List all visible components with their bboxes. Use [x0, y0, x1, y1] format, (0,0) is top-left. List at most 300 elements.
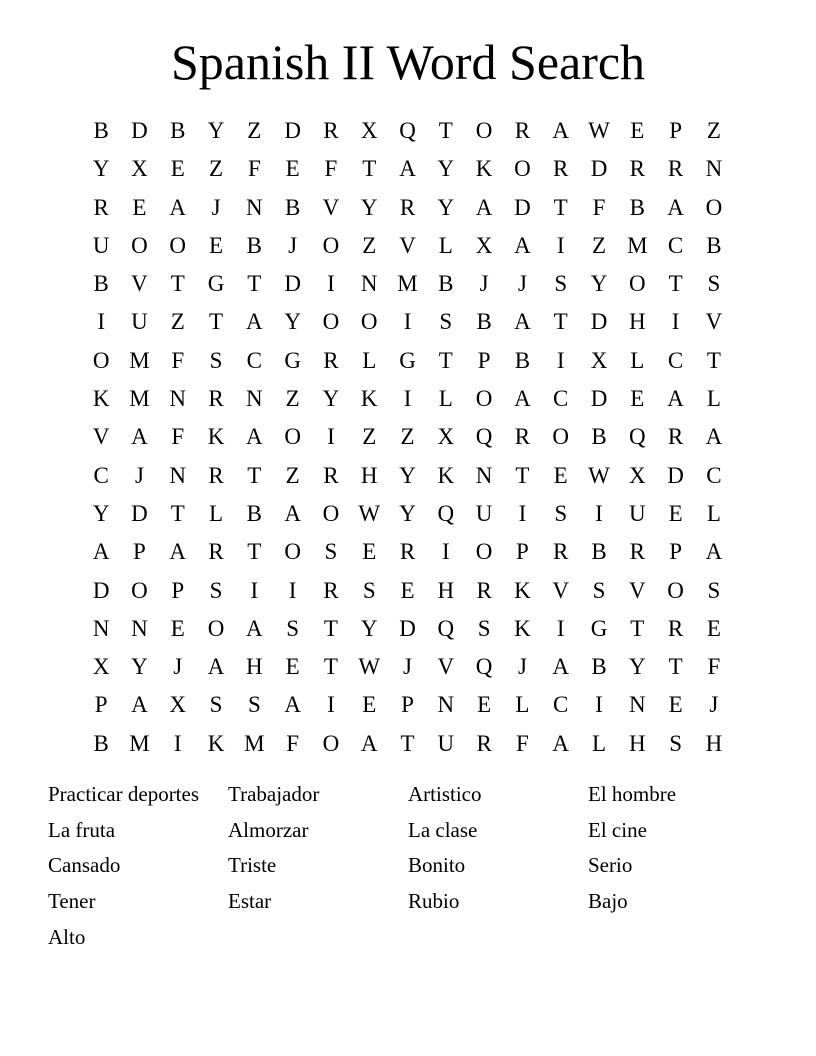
grid-letter: A [514, 309, 531, 335]
page-title: Spanish II Word Search [170, 34, 646, 90]
grid-letter: H [628, 730, 646, 756]
grid-letter: R [323, 577, 339, 603]
grid-letter: Z [400, 424, 415, 450]
grid-letter: D [92, 577, 110, 603]
grid-letter: K [207, 424, 225, 450]
grid-letter: I [327, 271, 335, 297]
grid-letter: Z [247, 118, 262, 143]
grid-letter: O [322, 309, 340, 335]
grid-letter: C [667, 232, 684, 258]
grid-letter: T [362, 156, 377, 182]
grid-letter: Q [399, 118, 416, 143]
grid-letter: Y [284, 309, 301, 335]
grid-letter: T [553, 194, 568, 220]
grid-letter: Z [285, 462, 300, 488]
grid-letter: T [323, 654, 338, 680]
grid-letter: F [707, 654, 721, 680]
grid-letter: O [322, 730, 340, 756]
grid-letter: P [133, 539, 146, 565]
grid-letter: H [437, 577, 455, 603]
grid-letter: S [286, 615, 300, 641]
grid-letter: N [475, 462, 493, 488]
grid-letter: G [399, 347, 416, 373]
grid-letter: D [590, 156, 608, 182]
grid-letter: V [322, 194, 340, 220]
grid-letter: A [92, 539, 110, 565]
grid-letter: M [129, 386, 150, 412]
grid-letter: C [667, 347, 684, 373]
grid-letter: O [475, 118, 493, 143]
grid-letter: T [247, 539, 262, 565]
grid-letter: N [437, 692, 455, 718]
grid-letter: R [553, 539, 569, 565]
grid-letter: O [552, 424, 570, 450]
grid-letter: O [628, 271, 646, 297]
grid-letter: Y [92, 500, 110, 526]
grid-letter: S [477, 615, 491, 641]
word-list-item: Estar [228, 889, 272, 914]
grid-letter: C [706, 462, 722, 488]
grid-letter: E [362, 539, 377, 565]
grid-letter: R [93, 194, 109, 220]
grid-letter: T [438, 347, 453, 373]
grid-letter: P [516, 539, 529, 565]
grid-letter: T [400, 730, 415, 756]
grid-letter: U [475, 500, 493, 526]
grid-letter: J [517, 654, 527, 680]
grid-letter: R [476, 730, 492, 756]
grid-letter: Z [362, 232, 377, 258]
grid-letter: S [707, 577, 721, 603]
grid-letter: B [284, 194, 301, 220]
grid-letter: F [171, 347, 185, 373]
grid-letter: I [595, 500, 603, 526]
grid-letter: F [592, 194, 606, 220]
grid-letter: O [131, 232, 148, 258]
grid-letter: Y [207, 118, 225, 143]
grid-letter: J [479, 271, 489, 297]
grid-letter: V [437, 654, 455, 680]
grid-letter: D [131, 118, 148, 143]
word-list-item: Tener [48, 889, 96, 914]
word-list-item: Trabajador [228, 782, 320, 806]
grid-letter: N [131, 615, 148, 641]
grid-letter: F [286, 730, 300, 756]
grid-letter: L [362, 347, 377, 373]
grid-letter: S [209, 347, 223, 373]
grid-letter: K [514, 615, 531, 641]
grid-letter: K [514, 577, 531, 603]
grid-letter: X [169, 692, 187, 718]
grid-letter: N [246, 386, 263, 412]
grid-letter: J [517, 271, 527, 297]
grid-letter: Y [399, 462, 416, 488]
grid-letter: Z [170, 309, 185, 335]
grid-letter: A [131, 692, 148, 718]
grid-letter: K [92, 386, 110, 412]
grid-letter: D [284, 118, 301, 143]
grid-letter: D [399, 615, 416, 641]
grid-letter: M [627, 232, 648, 258]
grid-letter: N [628, 692, 646, 718]
grid-letter: O [475, 386, 493, 412]
grid-letter: T [247, 462, 262, 488]
grid-letter: R [208, 386, 224, 412]
grid-letter: J [211, 194, 221, 220]
grid-letter: I [327, 692, 335, 718]
grid-letter: B [514, 347, 531, 373]
grid-letter: I [556, 615, 565, 641]
grid-letter: O [92, 347, 110, 373]
grid-letter: F [171, 424, 185, 450]
grid-letter: J [134, 462, 144, 488]
grid-letter: I [173, 730, 182, 756]
grid-letter: R [629, 156, 645, 182]
grid-letter: K [437, 462, 455, 488]
grid-letter: R [323, 347, 339, 373]
grid-letter: M [244, 730, 265, 756]
grid-letter: R [323, 462, 339, 488]
word-list-item: La clase [408, 817, 478, 842]
grid-letter: B [591, 539, 607, 565]
grid-letter: O [284, 539, 301, 565]
letter-grid [82, 112, 733, 763]
grid-letter: R [629, 539, 645, 565]
grid-letter: A [246, 424, 263, 450]
grid-letter: Z [591, 232, 607, 258]
grid-letter: F [516, 730, 529, 756]
grid-letter: O [322, 500, 340, 526]
grid-letter: K [207, 730, 225, 756]
grid-letter: B [246, 232, 262, 258]
grid-letter: C [553, 386, 569, 412]
grid-letter: N [92, 615, 110, 641]
grid-letter: D [514, 194, 531, 220]
grid-letter: I [518, 500, 527, 526]
grid-letter: D [667, 462, 684, 488]
grid-letter: R [476, 577, 492, 603]
grid-letter: O [207, 615, 225, 641]
grid-letter: U [437, 730, 455, 756]
grid-letter: J [288, 232, 298, 258]
grid-letter: R [323, 118, 339, 143]
grid-letter: S [669, 730, 682, 756]
grid-letter: N [360, 271, 378, 297]
grid-letter: V [399, 232, 416, 258]
grid-letter: Y [399, 500, 416, 526]
grid-letter: U [628, 500, 646, 526]
grid-letter: V [92, 424, 110, 450]
grid-letter: E [285, 156, 300, 182]
grid-letter: Q [475, 654, 493, 680]
grid-letter: L [630, 347, 645, 373]
grid-letter: Q [628, 424, 646, 450]
grid-letter: A [207, 654, 225, 680]
grid-letter: C [93, 462, 109, 488]
grid-letter: E [477, 692, 492, 718]
grid-letter: T [553, 309, 568, 335]
grid-letter: B [93, 271, 109, 297]
grid-letter: K [475, 156, 493, 182]
grid-letter: T [209, 309, 224, 335]
grid-letter: D [131, 500, 148, 526]
grid-letter: S [324, 539, 338, 565]
grid-letter: M [129, 347, 150, 373]
word-list-item: Alto [48, 924, 86, 949]
word-list-item: Practicar deportes [48, 782, 200, 806]
grid-letter: N [169, 386, 187, 412]
grid-letter: B [629, 194, 645, 220]
grid-letter: R [514, 424, 531, 450]
grid-letter: J [709, 692, 719, 718]
grid-letter: Y [437, 194, 455, 220]
grid-letter: A [131, 424, 148, 450]
grid-letter: E [362, 692, 377, 718]
grid-letter: O [131, 577, 148, 603]
grid-letter: G [590, 615, 608, 641]
grid-letter: G [284, 347, 301, 373]
grid-letter: V [131, 271, 148, 297]
grid-letter: E [285, 654, 300, 680]
grid-letter: Z [285, 386, 300, 412]
grid-letter: A [360, 730, 378, 756]
grid-letter: V [552, 577, 570, 603]
grid-letter: R [399, 539, 416, 565]
grid-letter: D [590, 386, 608, 412]
grid-letter: T [438, 118, 453, 143]
grid-letter: B [591, 424, 607, 450]
grid-letter: X [360, 118, 378, 143]
grid-letter: E [630, 118, 645, 143]
grid-letter: I [403, 386, 412, 412]
grid-letter: B [438, 271, 454, 297]
word-list-item: Serio [588, 853, 633, 878]
grid-letter: O [284, 424, 301, 450]
grid-letter: L [209, 500, 224, 526]
grid-letter: X [92, 654, 110, 680]
grid-letter: T [668, 654, 683, 680]
grid-letter: S [209, 577, 223, 603]
grid-letter: S [209, 692, 223, 718]
grid-letter: L [706, 500, 721, 526]
grid-letter: A [284, 692, 301, 718]
grid-letter: T [630, 615, 645, 641]
grid-letter: I [403, 309, 412, 335]
grid-letter: A [705, 539, 723, 565]
grid-letter: N [246, 194, 263, 220]
grid-letter: I [595, 692, 603, 718]
grid-letter: A [169, 194, 187, 220]
grid-letter: T [706, 347, 721, 373]
word-list-item: Bonito [408, 853, 466, 878]
grid-letter: Q [475, 424, 493, 450]
word-list [48, 777, 768, 955]
word-list-item: Artistico [408, 782, 482, 806]
grid-letter: N [169, 462, 187, 488]
word-list-item: La fruta [48, 817, 116, 842]
grid-letter: L [515, 692, 530, 718]
grid-letter: E [668, 500, 683, 526]
grid-letter: A [552, 118, 570, 143]
grid-letter: V [705, 309, 723, 335]
grid-letter: A [399, 156, 416, 182]
grid-letter: R [514, 118, 531, 143]
grid-letter: H [246, 654, 263, 680]
grid-letter: I [556, 347, 565, 373]
grid-letter: F [324, 156, 338, 182]
word-list-item: El hombre [588, 782, 677, 806]
grid-letter: B [93, 730, 109, 756]
grid-letter: A [514, 232, 531, 258]
grid-letter: E [630, 386, 645, 412]
grid-letter: I [97, 309, 105, 335]
grid-letter: Y [131, 654, 148, 680]
grid-letter: J [173, 654, 183, 680]
grid-letter: Y [590, 271, 608, 297]
grid-letter: W [588, 118, 610, 143]
grid-letter: S [554, 500, 568, 526]
grid-letter: X [437, 424, 455, 450]
grid-letter: R [667, 424, 684, 450]
grid-letter: J [403, 654, 412, 680]
grid-letter: E [668, 692, 683, 718]
grid-letter: Y [437, 156, 455, 182]
grid-letter: I [327, 424, 335, 450]
grid-letter: X [475, 232, 493, 258]
grid-letter: P [171, 577, 185, 603]
grid-letter: V [628, 577, 646, 603]
grid-letter: L [438, 386, 453, 412]
grid-letter: Y [360, 615, 378, 641]
grid-letter: C [553, 692, 569, 718]
grid-letter: G [207, 271, 225, 297]
grid-letter: H [628, 309, 646, 335]
grid-letter: A [475, 194, 493, 220]
grid-letter: M [397, 271, 418, 297]
grid-letter: X [590, 347, 608, 373]
grid-letter: O [169, 232, 187, 258]
grid-letter: A [514, 386, 531, 412]
grid-letter: X [628, 462, 646, 488]
grid-letter: A [169, 539, 187, 565]
grid-letter: A [246, 615, 263, 641]
grid-letter: H [705, 730, 723, 756]
grid-letter: A [667, 194, 684, 220]
grid-letter: W [358, 654, 381, 680]
grid-letter: R [208, 539, 224, 565]
grid-letter: Q [437, 500, 455, 526]
grid-letter: T [668, 271, 683, 297]
grid-letter: R [667, 615, 684, 641]
grid-letter: Z [362, 424, 377, 450]
grid-letter: S [439, 309, 453, 335]
grid-letter: Y [360, 194, 378, 220]
grid-letter: Z [209, 156, 224, 182]
grid-letter: F [247, 156, 261, 182]
grid-letter: T [170, 271, 185, 297]
grid-letter: C [246, 347, 262, 373]
grid-letter: T [323, 615, 338, 641]
grid-letter: R [399, 194, 416, 220]
grid-letter: M [129, 730, 150, 756]
word-list-item: Almorzar [228, 817, 309, 842]
grid-letter: P [669, 118, 682, 143]
grid-letter: O [705, 194, 723, 220]
grid-letter: R [553, 156, 569, 182]
grid-letter: E [706, 615, 721, 641]
grid-letter: P [669, 539, 682, 565]
grid-letter: W [358, 500, 381, 526]
grid-letter: K [360, 386, 378, 412]
grid-letter: L [706, 386, 721, 412]
grid-letter: A [284, 500, 301, 526]
grid-letter: Y [322, 386, 340, 412]
grid-letter: B [706, 232, 722, 258]
grid-letter: T [247, 271, 262, 297]
grid-letter: A [667, 386, 684, 412]
word-list-item: Rubio [408, 889, 460, 914]
grid-letter: E [209, 232, 224, 258]
word-list-item: Cansado [48, 853, 121, 878]
grid-letter: I [441, 539, 450, 565]
grid-letter: E [400, 577, 415, 603]
grid-letter: S [707, 271, 721, 297]
grid-letter: A [552, 654, 570, 680]
grid-letter: U [131, 309, 148, 335]
grid-letter: Q [437, 615, 455, 641]
grid-letter: I [671, 309, 680, 335]
grid-letter: W [588, 462, 610, 488]
grid-letter: R [667, 156, 684, 182]
word-list-item: Triste [228, 853, 277, 878]
grid-letter: U [92, 232, 110, 258]
grid-letter: O [667, 577, 684, 603]
grid-letter: I [250, 577, 259, 603]
grid-letter: R [208, 462, 224, 488]
grid-letter: T [515, 462, 530, 488]
grid-letter: B [591, 654, 607, 680]
grid-letter: T [170, 500, 185, 526]
grid-letter: E [132, 194, 147, 220]
grid-letter: S [247, 692, 261, 718]
grid-letter: L [591, 730, 607, 756]
grid-letter: B [246, 500, 262, 526]
grid-letter: I [288, 577, 297, 603]
grid-letter: B [170, 118, 186, 143]
grid-letter: A [552, 730, 570, 756]
grid-letter: N [705, 156, 723, 182]
grid-letter: E [170, 615, 185, 641]
grid-letter: I [556, 232, 565, 258]
grid-letter: O [360, 309, 378, 335]
grid-letter: P [94, 692, 108, 718]
grid-letter: Y [628, 654, 646, 680]
grid-letter: A [705, 424, 723, 450]
grid-letter: D [284, 271, 301, 297]
grid-letter: S [362, 577, 376, 603]
grid-letter: O [514, 156, 531, 182]
grid-letter: X [131, 156, 148, 182]
grid-letter: B [93, 118, 109, 143]
grid-letter: Y [92, 156, 110, 182]
grid-letter: S [554, 271, 568, 297]
grid-letter: Z [706, 118, 721, 143]
grid-letter: P [401, 692, 414, 718]
grid-letter: A [246, 309, 263, 335]
grid-letter: B [476, 309, 492, 335]
grid-letter: P [477, 347, 491, 373]
grid-letter: H [360, 462, 378, 488]
